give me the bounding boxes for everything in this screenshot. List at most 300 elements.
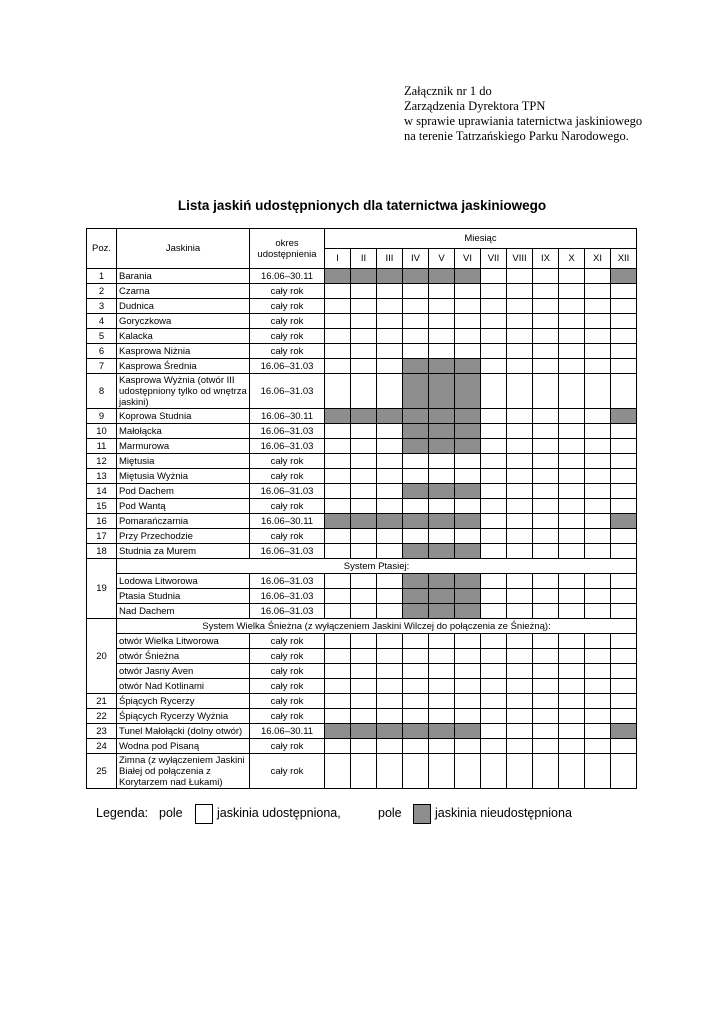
table-row <box>87 409 637 424</box>
month-cell <box>377 424 403 439</box>
month-cell <box>559 374 585 409</box>
cave-name: otwór Śnieżna <box>117 649 250 664</box>
attachment-note-line: Zarządzenia Dyrektora TPN <box>404 99 546 113</box>
table-row <box>87 544 637 559</box>
month-cell <box>351 754 377 789</box>
month-cell-closed <box>403 484 429 499</box>
month-cell <box>351 374 377 409</box>
month-cell <box>559 709 585 724</box>
month-cell <box>325 314 351 329</box>
month-cell <box>325 544 351 559</box>
row-position: 25 <box>87 754 117 789</box>
month-cell <box>455 664 481 679</box>
month-cell-closed <box>455 724 481 739</box>
month-cell <box>351 634 377 649</box>
column-header-position: Poz. <box>87 229 117 269</box>
month-cell-closed <box>429 439 455 454</box>
month-cell <box>533 544 559 559</box>
month-cell <box>351 649 377 664</box>
month-header: V <box>429 249 455 269</box>
cave-system-title: System Ptasiej: <box>117 559 637 574</box>
access-period: cały rok <box>250 299 325 314</box>
table-row <box>87 574 637 589</box>
row-position: 10 <box>87 424 117 439</box>
month-cell <box>325 359 351 374</box>
month-cell <box>377 739 403 754</box>
month-cell <box>377 314 403 329</box>
cave-name: Miętusia Wyżnia <box>117 469 250 484</box>
access-period: 16.06–31.03 <box>250 439 325 454</box>
row-position: 4 <box>87 314 117 329</box>
table-row <box>87 314 637 329</box>
cave-name: Kasprowa Wyżnia (otwór III udostępniony tylko od wnętrza jaskini) <box>117 374 250 409</box>
row-position: 13 <box>87 469 117 484</box>
month-cell <box>325 649 351 664</box>
month-cell-closed <box>429 484 455 499</box>
month-cell <box>533 469 559 484</box>
month-cell <box>611 454 637 469</box>
month-cell <box>377 709 403 724</box>
month-cell <box>455 679 481 694</box>
month-cell <box>507 409 533 424</box>
cave-name: Marmurowa <box>117 439 250 454</box>
access-period: cały rok <box>250 709 325 724</box>
row-position: 18 <box>87 544 117 559</box>
month-cell-closed <box>403 409 429 424</box>
table-row <box>87 634 637 649</box>
month-cell <box>351 694 377 709</box>
row-position: 1 <box>87 269 117 284</box>
access-period: cały rok <box>250 284 325 299</box>
month-cell <box>403 469 429 484</box>
month-cell <box>507 709 533 724</box>
cave-name: Zimna (z wyłączeniem Jaskini Białej od połączenia z Korytarzem nad Łukami) <box>117 754 250 789</box>
month-cell <box>559 589 585 604</box>
month-cell <box>585 409 611 424</box>
month-cell <box>611 424 637 439</box>
access-period: 16.06–31.03 <box>250 484 325 499</box>
cave-name: Pomarańczarnia <box>117 514 250 529</box>
month-cell <box>559 739 585 754</box>
access-period: cały rok <box>250 664 325 679</box>
month-cell <box>533 344 559 359</box>
month-cell <box>507 589 533 604</box>
month-cell <box>351 679 377 694</box>
row-position: 19 <box>87 559 117 619</box>
month-cell <box>429 344 455 359</box>
table-row <box>87 299 637 314</box>
month-cell-closed <box>403 374 429 409</box>
month-cell-closed <box>429 514 455 529</box>
month-cell <box>585 679 611 694</box>
month-cell-closed <box>455 604 481 619</box>
legend-closed-swatch <box>413 804 431 824</box>
column-header-period: okres udostępnienia <box>250 229 325 269</box>
cave-name: Pod Wantą <box>117 499 250 514</box>
month-cell <box>455 454 481 469</box>
month-cell <box>403 529 429 544</box>
month-cell <box>611 739 637 754</box>
month-cell-closed <box>351 409 377 424</box>
month-cell <box>611 484 637 499</box>
month-cell <box>351 284 377 299</box>
month-cell <box>507 499 533 514</box>
month-cell <box>455 754 481 789</box>
month-cell <box>585 344 611 359</box>
month-cell-closed <box>455 589 481 604</box>
month-cell <box>585 469 611 484</box>
month-cell <box>403 329 429 344</box>
caves-table <box>86 228 637 789</box>
month-cell <box>533 374 559 409</box>
month-header: VII <box>481 249 507 269</box>
month-cell <box>585 424 611 439</box>
access-period: 16.06–31.03 <box>250 424 325 439</box>
cave-name: Przy Przechodzie <box>117 529 250 544</box>
column-header-month: Miesiąc <box>325 229 637 249</box>
row-position: 7 <box>87 359 117 374</box>
month-cell <box>481 589 507 604</box>
month-cell <box>481 529 507 544</box>
month-cell <box>481 499 507 514</box>
table-row <box>87 469 637 484</box>
month-cell-closed <box>611 269 637 284</box>
table-row <box>87 694 637 709</box>
legend-label: Legenda: <box>96 806 149 820</box>
month-cell <box>507 679 533 694</box>
row-position: 16 <box>87 514 117 529</box>
cave-name: Lodowa Litworowa <box>117 574 250 589</box>
month-cell <box>481 359 507 374</box>
legend-open-swatch <box>195 804 213 824</box>
month-cell-closed <box>429 574 455 589</box>
month-cell <box>377 649 403 664</box>
month-cell <box>481 694 507 709</box>
cave-name: Goryczkowa <box>117 314 250 329</box>
month-cell <box>559 694 585 709</box>
access-period: 16.06–31.03 <box>250 359 325 374</box>
month-cell-closed <box>403 514 429 529</box>
month-cell <box>611 439 637 454</box>
table-row <box>87 439 637 454</box>
month-cell <box>481 454 507 469</box>
month-cell <box>585 709 611 724</box>
month-cell <box>377 679 403 694</box>
month-cell <box>559 529 585 544</box>
month-cell <box>481 574 507 589</box>
month-cell <box>351 329 377 344</box>
month-cell <box>611 314 637 329</box>
month-cell <box>507 604 533 619</box>
month-cell <box>481 439 507 454</box>
month-cell <box>533 694 559 709</box>
month-cell <box>611 679 637 694</box>
month-cell <box>611 344 637 359</box>
month-cell <box>507 284 533 299</box>
cave-name: Kalacka <box>117 329 250 344</box>
month-cell <box>507 664 533 679</box>
month-cell <box>533 329 559 344</box>
month-cell <box>507 269 533 284</box>
cave-name: Ptasia Studnia <box>117 589 250 604</box>
month-header: I <box>325 249 351 269</box>
month-cell-closed <box>429 604 455 619</box>
month-cell <box>429 754 455 789</box>
month-cell <box>611 374 637 409</box>
month-cell <box>481 374 507 409</box>
month-cell-closed <box>351 724 377 739</box>
access-period: 16.06–30.11 <box>250 409 325 424</box>
month-cell <box>585 359 611 374</box>
month-cell <box>585 574 611 589</box>
month-cell <box>559 424 585 439</box>
month-cell <box>403 709 429 724</box>
month-cell <box>455 284 481 299</box>
month-cell <box>325 574 351 589</box>
access-period: 16.06–31.03 <box>250 374 325 409</box>
month-cell-closed <box>455 374 481 409</box>
month-cell <box>325 604 351 619</box>
month-cell-closed <box>455 544 481 559</box>
row-position: 11 <box>87 439 117 454</box>
month-cell <box>481 469 507 484</box>
month-cell <box>533 754 559 789</box>
month-cell <box>533 439 559 454</box>
month-cell <box>351 314 377 329</box>
month-cell-closed <box>429 589 455 604</box>
month-cell <box>481 514 507 529</box>
legend-open-text: jaskinia udostępniona, <box>217 806 341 820</box>
cave-name: Miętusia <box>117 454 250 469</box>
month-cell <box>429 694 455 709</box>
month-cell <box>455 529 481 544</box>
month-cell <box>377 344 403 359</box>
month-cell <box>507 359 533 374</box>
month-cell <box>403 499 429 514</box>
month-cell <box>377 439 403 454</box>
month-cell <box>351 574 377 589</box>
month-cell-closed <box>611 514 637 529</box>
month-cell <box>585 589 611 604</box>
month-cell <box>377 544 403 559</box>
month-cell <box>403 284 429 299</box>
month-cell <box>611 469 637 484</box>
column-header-cave: Jaskinia <box>117 229 250 269</box>
row-position: 12 <box>87 454 117 469</box>
month-cell <box>325 424 351 439</box>
month-cell <box>533 514 559 529</box>
month-cell <box>429 679 455 694</box>
row-position: 9 <box>87 409 117 424</box>
month-cell <box>481 484 507 499</box>
month-cell <box>351 589 377 604</box>
month-cell <box>559 314 585 329</box>
month-cell <box>377 574 403 589</box>
month-cell <box>507 439 533 454</box>
month-cell-closed <box>403 269 429 284</box>
month-cell <box>585 484 611 499</box>
month-cell-closed <box>377 269 403 284</box>
month-cell <box>507 514 533 529</box>
month-cell <box>533 739 559 754</box>
month-cell <box>585 374 611 409</box>
month-cell <box>351 424 377 439</box>
month-cell <box>429 454 455 469</box>
table-row <box>87 514 637 529</box>
month-cell <box>533 529 559 544</box>
month-cell <box>429 649 455 664</box>
legend-field-label: pole <box>159 806 183 820</box>
table-row <box>87 754 637 789</box>
month-cell <box>533 314 559 329</box>
month-cell <box>481 344 507 359</box>
month-cell <box>429 299 455 314</box>
month-cell-closed <box>403 359 429 374</box>
month-cell <box>533 269 559 284</box>
month-cell <box>429 314 455 329</box>
access-period: 16.06–31.03 <box>250 604 325 619</box>
month-cell <box>455 469 481 484</box>
month-cell <box>325 374 351 409</box>
month-cell <box>325 439 351 454</box>
row-position: 14 <box>87 484 117 499</box>
month-cell <box>351 529 377 544</box>
month-cell-closed <box>455 359 481 374</box>
cave-name: otwór Jasny Aven <box>117 664 250 679</box>
month-header: IX <box>533 249 559 269</box>
row-position: 15 <box>87 499 117 514</box>
month-cell <box>559 344 585 359</box>
month-cell <box>351 299 377 314</box>
month-cell <box>325 469 351 484</box>
month-cell <box>507 424 533 439</box>
month-cell <box>481 314 507 329</box>
month-cell-closed <box>429 424 455 439</box>
month-cell <box>377 604 403 619</box>
month-cell <box>351 604 377 619</box>
month-cell <box>377 694 403 709</box>
month-cell <box>533 284 559 299</box>
month-cell <box>429 709 455 724</box>
month-cell <box>455 314 481 329</box>
table-row <box>87 344 637 359</box>
month-cell <box>585 329 611 344</box>
month-cell <box>351 454 377 469</box>
month-cell <box>585 649 611 664</box>
month-cell <box>585 269 611 284</box>
month-cell <box>351 664 377 679</box>
month-cell <box>533 634 559 649</box>
month-cell <box>429 634 455 649</box>
month-cell <box>481 299 507 314</box>
row-position: 21 <box>87 694 117 709</box>
access-period: cały rok <box>250 529 325 544</box>
month-cell <box>585 529 611 544</box>
month-cell <box>377 469 403 484</box>
access-period: cały rok <box>250 469 325 484</box>
cave-name: Studnia za Murem <box>117 544 250 559</box>
month-cell <box>403 694 429 709</box>
cave-name: Śpiących Rycerzy Wyżnia <box>117 709 250 724</box>
month-cell <box>481 329 507 344</box>
month-cell <box>533 409 559 424</box>
month-cell <box>325 679 351 694</box>
attachment-note-line: w sprawie uprawiania taternictwa jaskiniowego <box>404 114 643 128</box>
month-cell-closed <box>325 269 351 284</box>
table-row <box>87 499 637 514</box>
month-cell-closed <box>403 424 429 439</box>
cave-name: otwór Nad Kotlinami <box>117 679 250 694</box>
cave-name: Kasprowa Średnia <box>117 359 250 374</box>
month-cell <box>559 574 585 589</box>
cave-name: Kasprowa Niżnia <box>117 344 250 359</box>
month-cell <box>585 514 611 529</box>
month-cell <box>455 709 481 724</box>
month-cell <box>429 499 455 514</box>
group-header-row <box>87 619 637 634</box>
month-cell <box>507 754 533 789</box>
month-cell <box>481 649 507 664</box>
attachment-note <box>404 84 704 144</box>
month-cell <box>481 754 507 789</box>
month-cell <box>377 634 403 649</box>
access-period: cały rok <box>250 314 325 329</box>
month-cell <box>611 574 637 589</box>
month-cell <box>533 299 559 314</box>
table-row <box>87 664 637 679</box>
cave-name: Śpiących Rycerzy <box>117 694 250 709</box>
access-period: 16.06–31.03 <box>250 544 325 559</box>
month-cell <box>559 634 585 649</box>
month-header: X <box>559 249 585 269</box>
month-cell-closed <box>455 514 481 529</box>
month-cell <box>611 284 637 299</box>
table-row <box>87 709 637 724</box>
month-cell <box>351 469 377 484</box>
month-cell <box>325 634 351 649</box>
month-cell <box>533 679 559 694</box>
month-cell <box>325 529 351 544</box>
month-cell <box>481 724 507 739</box>
month-cell-closed <box>377 514 403 529</box>
month-cell <box>611 634 637 649</box>
month-cell <box>455 299 481 314</box>
month-cell <box>559 454 585 469</box>
month-cell <box>377 499 403 514</box>
month-cell-closed <box>403 604 429 619</box>
month-cell <box>325 499 351 514</box>
month-cell <box>403 634 429 649</box>
month-cell <box>611 359 637 374</box>
month-cell <box>351 544 377 559</box>
month-cell <box>611 529 637 544</box>
month-cell <box>533 454 559 469</box>
month-cell <box>533 724 559 739</box>
month-cell <box>585 739 611 754</box>
month-cell <box>403 344 429 359</box>
row-position: 5 <box>87 329 117 344</box>
cave-name: Tunel Małołącki (dolny otwór) <box>117 724 250 739</box>
month-cell <box>611 499 637 514</box>
month-cell <box>429 739 455 754</box>
access-period: cały rok <box>250 499 325 514</box>
month-header: IV <box>403 249 429 269</box>
access-period: cały rok <box>250 649 325 664</box>
month-cell <box>377 284 403 299</box>
month-cell <box>455 329 481 344</box>
month-cell <box>481 284 507 299</box>
group-header-row <box>87 559 637 574</box>
